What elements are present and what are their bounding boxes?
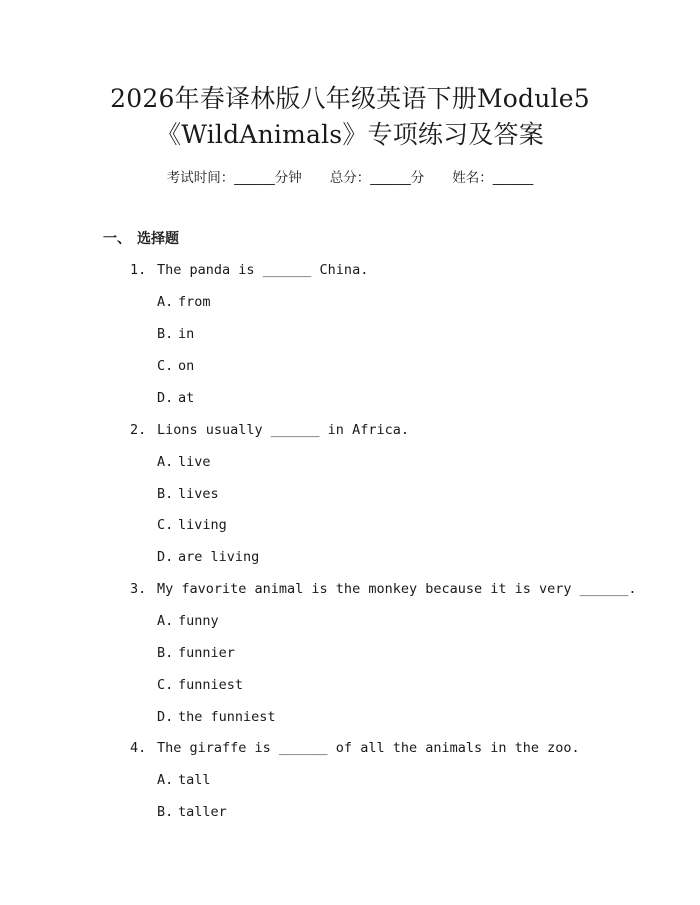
option-text: funniest	[178, 677, 244, 693]
option-letter: A.	[157, 772, 174, 788]
option-letter: B.	[157, 645, 174, 661]
question-4-option-b	[157, 802, 227, 822]
question-1-option-b	[157, 324, 194, 344]
section-title: 选择题	[137, 231, 179, 247]
question-2-option-c	[157, 515, 227, 535]
document-title-line1: 2026年春译林版八年级英语下册Module5	[110, 84, 590, 113]
question-4	[130, 738, 580, 758]
question-3-option-c	[157, 675, 243, 695]
option-letter: B.	[157, 804, 174, 820]
option-text: the funniest	[178, 709, 276, 725]
option-text: funnier	[178, 645, 235, 661]
question-2-option-d	[157, 547, 259, 567]
option-letter: B.	[157, 486, 174, 502]
option-text: on	[178, 358, 195, 374]
document-title-line2: 《WildAnimals》专项练习及答案	[156, 120, 544, 149]
option-letter: D.	[157, 390, 174, 406]
option-text: are living	[178, 549, 260, 565]
question-1-option-c	[157, 356, 194, 376]
question-2-option-b	[157, 484, 219, 504]
question-number: 1.	[130, 262, 147, 278]
option-text: from	[178, 294, 211, 310]
question-1	[130, 260, 368, 280]
question-3-option-a	[157, 611, 219, 631]
question-1-option-d	[157, 388, 194, 408]
question-2	[130, 420, 409, 440]
option-letter: D.	[157, 549, 174, 565]
option-letter: A.	[157, 454, 174, 470]
option-letter: C.	[157, 517, 174, 533]
section-heading	[103, 229, 179, 249]
question-number: 4.	[130, 740, 147, 756]
question-number: 2.	[130, 422, 147, 438]
question-text: The giraffe is ______ of all the animals in the zoo.	[157, 740, 580, 756]
student-name: 姓名：______	[452, 170, 534, 186]
option-text: lives	[178, 486, 219, 502]
option-text: living	[178, 517, 227, 533]
question-4-option-a	[157, 770, 211, 790]
exam-time: 考试时间：______分钟	[166, 170, 302, 186]
question-text: My favorite animal is the monkey because it is very ______.	[157, 581, 637, 597]
question-1-option-a	[157, 292, 211, 312]
question-3-option-b	[157, 643, 235, 663]
option-text: funny	[178, 613, 219, 629]
question-text: Lions usually ______ in Africa.	[157, 422, 409, 438]
question-number: 3.	[130, 581, 147, 597]
option-text: taller	[178, 804, 227, 820]
exam-total-score: 总分：______分	[329, 170, 425, 186]
option-text: in	[178, 326, 195, 342]
option-text: live	[178, 454, 211, 470]
option-letter: D.	[157, 709, 174, 725]
section-number: 一、	[103, 231, 131, 247]
option-text: tall	[178, 772, 211, 788]
option-text: at	[178, 390, 195, 406]
question-3-option-d	[157, 707, 276, 727]
question-text: The panda is ______ China.	[157, 262, 369, 278]
exam-info-line	[0, 168, 700, 188]
option-letter: C.	[157, 677, 174, 693]
option-letter: A.	[157, 613, 174, 629]
question-3	[130, 579, 637, 599]
option-letter: B.	[157, 326, 174, 342]
question-2-option-a	[157, 452, 211, 472]
option-letter: C.	[157, 358, 174, 374]
option-letter: A.	[157, 294, 174, 310]
